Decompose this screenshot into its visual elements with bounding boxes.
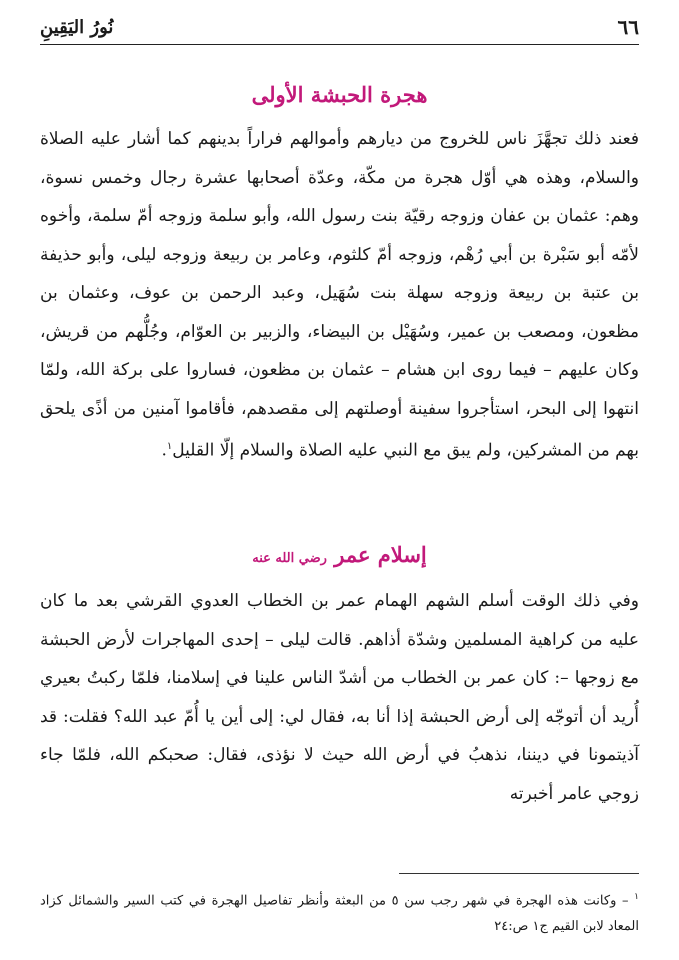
- footnote-text: – وكانت هذه الهجرة في شهر رجب سن ٥ من البعثة وأنظر تفاصيل الهجرة في كتب السير والشمائل كزاد المعاد لابن القيم ج١ ص:٢٤: [40, 893, 639, 935]
- footnote-reference: ١: [166, 441, 173, 452]
- section-title-abyssinia-migration: [40, 82, 639, 107]
- section-title-text: هجرة الحبشة الأولى: [251, 82, 428, 107]
- honorific-glyph: رضي الله عنه: [252, 551, 327, 566]
- paragraph-text: وفي ذلك الوقت أسلم الشهم الهمام عمر بن الخطاب العدوي القرشي بعد ما كان عليه من كراهية المسلمين وشدّة أذاهم. قالت ليلى – إحدى المهاجرات لأرض الحبشة مع زوجها –: كان عمر بن الخطاب من أشدّ الناس علينا في إسلامنا، فلمّا ركبتُ بعيري أُريد أن أتوجّه إلى أرض الحبشة إذا أنا به، فقال لي: إلى أين يا أُمّ عبد الله؟ فقلت: قد آذيتمونا في ديننا، نذهبُ في أرض الله حيث لا نؤذى، فقال: صحبكم الله، فلمّا جاء زوجي عامر أخبرته: [40, 591, 639, 804]
- paragraph-umar-conversion: [40, 582, 639, 813]
- footnote: [40, 884, 639, 940]
- footnote-separator: [399, 873, 639, 874]
- page-number: ٦٦: [617, 15, 639, 39]
- section-title-umar-conversion: [40, 542, 639, 567]
- section-title-text: إسلام عمر: [334, 542, 427, 567]
- footnote-number: ١: [634, 892, 640, 902]
- page-header: [40, 10, 639, 45]
- running-title: نُورُ اليَقِينِ: [40, 16, 114, 38]
- paragraph-text: فعند ذلك تجهَّزَ ناس للخروج من ديارهم وأموالهم فراراً بدينهم كما أشار عليه الصلاة والسلام، وهذه هي أوّل هجرة من مكّة، وعدّة أصحابها عشرة رجال وخمس نسوة، وهم: عثمان بن عفان وزوجه رقيّة بنت رسول الله، وأبو سلمة وزوجه أمّ سلمة، وأخوه لأمّه أبو سَبْرة بن أبي رُهْم، وزوجه أمّ كلثوم، وعامر بن ربيعة وزوجه ليلى، وأبو حذيفة بن عتبة بن ربيعة وزوجه سهلة بنت سُهَيل، وعبد الرحمن بن عوف، وعثمان بن مظعون، ومصعب بن عمير، وسُهَيْل بن البيضاء، والزبير بن العوّام، وجُلُّهم من قريش، وكان عليهم – فيما روى ابن هشام – عثمان بن مظعون، فساروا على بركة الله، ولمّا انتهوا إلى البحر، استأجروا سفينة أوصلتهم إلى مقصدهم، فأقاموا آمنين من أذًى يلحق بهم من المشركين، ولم يبق مع النبي عليه الصلاة والسلام إلّا القليل: [40, 129, 639, 461]
- paragraph-abyssinia-migration: فعند ذلك تجهَّزَ ناس للخروج من ديارهم وأموالهم فراراً بدينهم كما أشار عليه الصلاة والسلام، وهذه هي أوّل هجرة من مكّة، وعدّة أصحابها عشرة رجال وخمس نسوة، وهم: عثمان بن عفان وزوجه رقيّة بنت رسول الله، وأبو سلمة وزوجه أمّ سلمة، وأخوه لأمّه أبو سَبْرة بن أبي رُهْم، وزوجه أمّ كلثوم، وعامر بن ربيعة وزوجه ليلى، وأبو حذيفة بن عتبة بن ربيعة وزوجه سهلة بنت سُهَيل، وعبد الرحمن بن عوف، وعثمان بن مظعون، ومصعب بن عمير، وسُهَيْل بن البيضاء، والزبير بن العوّام، وجُلُّهم من قريش، وكان عليهم – فيما روى ابن هشام – عثمان بن مظعون، فساروا على بركة الله، ولمّا انتهوا إلى البحر، استأجروا سفينة أوصلتهم إلى مقصدهم، فأقاموا آمنين من أذًى يلحق بهم من المشركين، ولم يبق مع النبي عليه الصلاة والسلام إلّا القليل$^١$.: [40, 129, 639, 461]
